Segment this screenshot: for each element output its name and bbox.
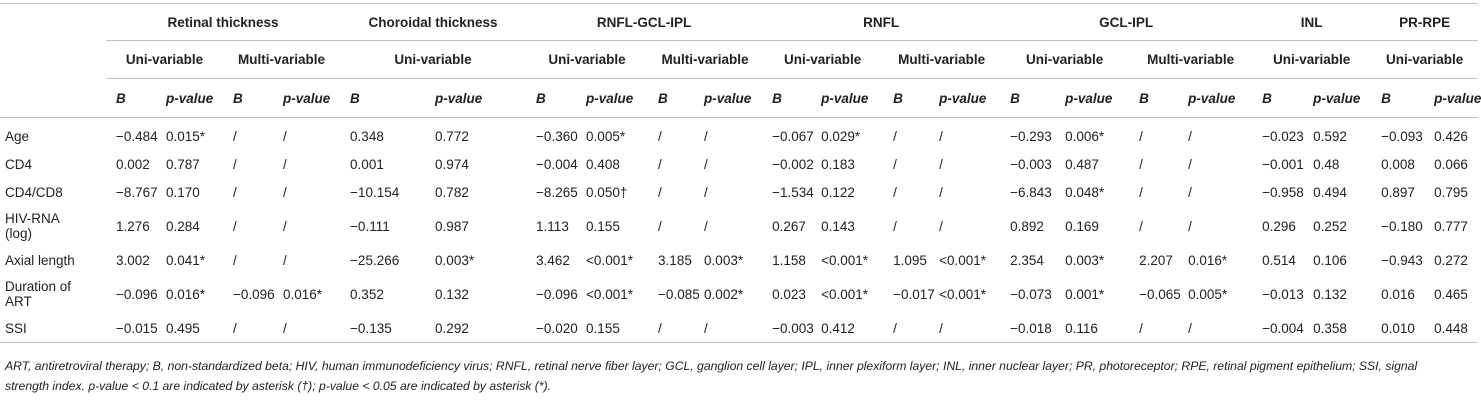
p-value-cell: / bbox=[283, 218, 287, 234]
subheader-uni: Uni-variable bbox=[762, 41, 883, 79]
p-value-cell: 0.050† bbox=[586, 184, 628, 200]
beta-cell: 1.276 bbox=[116, 218, 150, 234]
p-value-cell: 0.777 bbox=[1434, 218, 1468, 234]
row-label bbox=[0, 314, 106, 343]
beta-cell: / bbox=[658, 156, 662, 172]
group-header-choroidal: Choroidal thickness bbox=[340, 4, 526, 41]
p-value-cell: 0.272 bbox=[1434, 252, 1468, 268]
p-value-cell: 0.252 bbox=[1313, 218, 1347, 234]
p-value-cell: / bbox=[939, 156, 943, 172]
col-header-p: p-value bbox=[273, 79, 340, 118]
beta-cell: 0.267 bbox=[772, 218, 806, 234]
col-header-p: p-value bbox=[1178, 79, 1252, 118]
beta-cell: / bbox=[658, 184, 662, 200]
p-value-cell: 0.143 bbox=[821, 218, 855, 234]
beta-cell: / bbox=[1139, 156, 1143, 172]
p-value-cell: / bbox=[704, 156, 708, 172]
col-header-p: p-value bbox=[929, 79, 1000, 118]
beta-cell: −0.013 bbox=[1262, 286, 1304, 302]
beta-cell: −0.020 bbox=[526, 314, 576, 343]
p-value-cell: 0.495 bbox=[156, 314, 223, 343]
row-label-text-line2: ART bbox=[5, 294, 32, 309]
beta-cell: 0.008 bbox=[1381, 156, 1415, 172]
subheader-uni: Uni-variable bbox=[340, 41, 526, 79]
row-label-text: Duration of bbox=[5, 279, 72, 294]
p-value-cell: 0.006* bbox=[1065, 128, 1105, 144]
p-value-cell: 0.005* bbox=[1188, 286, 1228, 302]
beta-cell: −8.265 bbox=[536, 184, 578, 200]
p-value-cell: <0.001* bbox=[586, 286, 633, 302]
corner-cell bbox=[0, 79, 106, 118]
beta-cell: / bbox=[1129, 314, 1178, 343]
p-value-cell: 0.408 bbox=[586, 156, 620, 172]
col-header-b: B bbox=[526, 79, 576, 118]
beta-cell: −0.093 bbox=[1381, 128, 1423, 144]
p-value-cell: 0.292 bbox=[425, 314, 526, 343]
col-header-b: B bbox=[762, 79, 811, 118]
row-label bbox=[0, 150, 106, 178]
beta-cell: / bbox=[233, 218, 237, 234]
beta-cell: 0.002 bbox=[116, 156, 150, 172]
corner-cell bbox=[0, 4, 106, 41]
row-label-text: Age bbox=[5, 128, 30, 144]
p-value-cell: / bbox=[1188, 128, 1192, 144]
table-row bbox=[0, 246, 1478, 274]
beta-cell: −0.001 bbox=[1262, 156, 1304, 172]
beta-cell: / bbox=[1139, 184, 1143, 200]
p-value-cell: / bbox=[929, 314, 1000, 343]
col-header-b: B bbox=[883, 79, 929, 118]
row-label bbox=[0, 206, 106, 246]
p-value-cell: 0.183 bbox=[821, 156, 855, 172]
group-header-inl: INL bbox=[1252, 4, 1371, 41]
beta-cell: 3.002 bbox=[116, 252, 150, 268]
col-header-b: B bbox=[106, 79, 156, 118]
p-value-cell: 0.426 bbox=[1434, 128, 1468, 144]
beta-cell: 2.354 bbox=[1010, 252, 1044, 268]
p-value-cell: 0.155 bbox=[576, 314, 648, 343]
subheader-row bbox=[0, 41, 1478, 79]
subheader-uni: Uni-variable bbox=[1252, 41, 1371, 79]
p-value-cell: / bbox=[1188, 184, 1192, 200]
col-header-p: p-value bbox=[1303, 79, 1371, 118]
p-value-cell: <0.001* bbox=[821, 252, 869, 268]
beta-cell: 0.892 bbox=[1010, 218, 1044, 234]
p-value-cell: / bbox=[283, 156, 287, 172]
p-value-cell: 0.048* bbox=[1065, 184, 1105, 200]
p-value-cell: / bbox=[273, 314, 340, 343]
p-value-cell: 0.412 bbox=[811, 314, 883, 343]
p-value-cell: 0.003* bbox=[435, 252, 475, 268]
p-value-cell: / bbox=[694, 314, 762, 343]
beta-cell: −0.018 bbox=[1000, 314, 1055, 343]
p-value-cell: / bbox=[939, 218, 943, 234]
p-value-cell: 0.106 bbox=[1313, 252, 1347, 268]
beta-cell: −0.096 bbox=[116, 286, 158, 302]
beta-cell: 0.001 bbox=[350, 156, 384, 172]
col-header-b: B bbox=[648, 79, 694, 118]
beta-cell: / bbox=[233, 252, 237, 268]
beta-cell: −0.004 bbox=[536, 156, 578, 172]
beta-cell: 1.158 bbox=[772, 252, 806, 268]
p-value-cell: 0.003* bbox=[1065, 252, 1105, 268]
beta-cell: / bbox=[223, 314, 273, 343]
row-label bbox=[0, 246, 106, 274]
beta-cell: 0.348 bbox=[350, 128, 384, 144]
beta-cell: 1.113 bbox=[536, 218, 569, 234]
beta-cell: 0.023 bbox=[772, 286, 806, 302]
table-footnote: ART, antiretroviral therapy; B, non-standardized beta; HIV, human immunodeficiency virus; RNFL, retinal nerve fiber layer; GCL, ganglion cell layer; IPL, inner plexiform layer; INL, inner nuclear layer; PR, photoreceptor; RPE, retinal pigment epithelium; SSI, signal strength index. p-value < 0.1 are indicated by asterisk (†); p-value < 0.05 are indicated by asterisk (*). bbox=[5, 359, 1418, 393]
corner-cell bbox=[0, 41, 106, 79]
beta-cell: −10.154 bbox=[350, 184, 400, 200]
p-value-cell: / bbox=[1188, 218, 1192, 234]
col-header-b: B bbox=[1252, 79, 1303, 118]
table-body bbox=[0, 118, 1478, 343]
col-header-b: B bbox=[1129, 79, 1178, 118]
p-value-cell: 0.015* bbox=[166, 128, 206, 144]
beta-cell: 3.462 bbox=[536, 252, 570, 268]
group-header-retinal: Retinal thickness bbox=[106, 4, 340, 41]
table-row bbox=[0, 274, 1478, 314]
beta-cell: −0.180 bbox=[1381, 218, 1423, 234]
p-value-cell: 0.772 bbox=[435, 128, 469, 144]
p-value-cell: / bbox=[1188, 156, 1192, 172]
beta-cell: −0.135 bbox=[340, 314, 425, 343]
beta-cell: / bbox=[658, 128, 662, 144]
beta-cell: −0.002 bbox=[772, 156, 814, 172]
subheader-uni: Uni-variable bbox=[526, 41, 648, 79]
beta-cell: −0.085 bbox=[658, 286, 700, 302]
row-label-text: CD4/CD8 bbox=[5, 184, 63, 200]
group-header-rnfl: RNFL bbox=[762, 4, 1000, 41]
beta-cell: −0.096 bbox=[536, 286, 578, 302]
p-value-cell: / bbox=[1178, 314, 1252, 343]
p-value-cell: 0.041* bbox=[166, 252, 206, 268]
beta-cell: / bbox=[1139, 218, 1143, 234]
p-value-cell: / bbox=[704, 184, 708, 200]
beta-cell: −0.065 bbox=[1139, 286, 1181, 302]
col-header-p: p-value bbox=[1424, 79, 1478, 118]
p-value-cell: 0.358 bbox=[1303, 314, 1371, 343]
p-value-cell: 0.795 bbox=[1434, 184, 1468, 200]
p-value-cell: 0.155 bbox=[586, 218, 620, 234]
col-header-p: p-value bbox=[694, 79, 762, 118]
row-label bbox=[0, 178, 106, 206]
beta-cell: −0.023 bbox=[1262, 128, 1304, 144]
table-row bbox=[0, 150, 1478, 178]
p-value-cell: 0.116 bbox=[1055, 314, 1129, 343]
p-value-cell: 0.169 bbox=[1065, 218, 1099, 234]
p-value-cell: 0.029* bbox=[821, 128, 861, 144]
col-header-b: B bbox=[340, 79, 425, 118]
p-value-cell: 0.465 bbox=[1434, 286, 1468, 302]
beta-cell: / bbox=[893, 184, 897, 200]
p-value-cell: / bbox=[939, 128, 943, 144]
p-value-cell: 0.494 bbox=[1313, 184, 1347, 200]
p-value-cell: / bbox=[704, 128, 708, 144]
beta-cell: / bbox=[893, 218, 897, 234]
p-value-cell: <0.001* bbox=[821, 286, 869, 302]
subheader-multi: Multi-variable bbox=[1129, 41, 1252, 79]
p-value-cell: 0.487 bbox=[1065, 156, 1099, 172]
beta-cell: −0.096 bbox=[233, 286, 275, 302]
row-label-text-line2: (log) bbox=[5, 226, 33, 241]
group-header-rnfl-gcl-ipl: RNFL-GCL-IPL bbox=[526, 4, 762, 41]
row-label-text: SSI bbox=[5, 320, 27, 336]
beta-cell: / bbox=[658, 218, 662, 234]
beta-cell: 2.207 bbox=[1139, 252, 1173, 268]
beta-cell: 0.016 bbox=[1381, 286, 1415, 302]
col-header-b: B bbox=[223, 79, 273, 118]
p-value-cell: 0.974 bbox=[435, 156, 469, 172]
row-label-text: CD4 bbox=[5, 156, 33, 172]
beta-cell: 0.010 bbox=[1371, 314, 1424, 343]
table-row bbox=[0, 118, 1478, 151]
beta-cell: / bbox=[233, 156, 237, 172]
p-value-cell: 0.003* bbox=[704, 252, 744, 268]
p-value-cell: 0.016* bbox=[166, 286, 206, 302]
p-value-cell: / bbox=[283, 252, 287, 268]
beta-cell: −0.111 bbox=[350, 218, 390, 234]
table-row bbox=[0, 178, 1478, 206]
row-label bbox=[0, 118, 106, 151]
p-value-cell: / bbox=[939, 184, 943, 200]
p-value-cell: 0.132 bbox=[1313, 286, 1347, 302]
row-label bbox=[0, 274, 106, 314]
beta-cell: −0.067 bbox=[772, 128, 814, 144]
subheader-uni: Uni-variable bbox=[106, 41, 223, 79]
beta-cell: −0.958 bbox=[1262, 184, 1304, 200]
group-header-pr-rpe: PR-RPE bbox=[1371, 4, 1478, 41]
beta-cell: −0.003 bbox=[1010, 156, 1052, 172]
p-value-cell: <0.001* bbox=[586, 252, 633, 268]
col-header-b: B bbox=[1371, 79, 1424, 118]
beta-cell: / bbox=[893, 128, 897, 144]
p-value-cell: 0.002* bbox=[704, 286, 744, 302]
beta-cell: 0.897 bbox=[1381, 184, 1415, 200]
beta-cell: / bbox=[233, 128, 237, 144]
subheader-multi: Multi-variable bbox=[648, 41, 762, 79]
p-value-cell: / bbox=[704, 218, 708, 234]
table-row bbox=[0, 206, 1478, 246]
row-label-text: Axial length bbox=[5, 252, 75, 268]
group-header-gcl-ipl: GCL-IPL bbox=[1000, 4, 1252, 41]
p-value-cell: 0.132 bbox=[435, 286, 469, 302]
beta-cell: −1.534 bbox=[772, 184, 814, 200]
p-value-cell: / bbox=[283, 128, 287, 144]
beta-cell: −0.293 bbox=[1010, 128, 1052, 144]
p-value-cell: 0.122 bbox=[821, 184, 855, 200]
beta-cell: / bbox=[1139, 128, 1143, 144]
p-value-cell: <0.001* bbox=[939, 286, 987, 302]
p-value-cell: 0.787 bbox=[166, 156, 200, 172]
beta-cell: 0.296 bbox=[1262, 218, 1296, 234]
p-value-cell: 0.066 bbox=[1434, 156, 1468, 172]
beta-cell: −8.767 bbox=[116, 184, 158, 200]
beta-cell: −0.015 bbox=[106, 314, 156, 343]
beta-cell: 1.095 bbox=[893, 252, 927, 268]
row-label-text: HIV-RNA bbox=[5, 211, 60, 226]
p-value-cell: 0.284 bbox=[166, 218, 200, 234]
beta-cell: −0.360 bbox=[536, 128, 578, 144]
beta-cell: / bbox=[883, 314, 929, 343]
col-header-p: p-value bbox=[1055, 79, 1129, 118]
beta-cell: / bbox=[648, 314, 694, 343]
p-value-cell: 0.001* bbox=[1065, 286, 1105, 302]
p-value-cell: 0.48 bbox=[1313, 156, 1340, 172]
beta-cell: −25.266 bbox=[350, 252, 400, 268]
table-row bbox=[0, 314, 1478, 343]
subheader-uni: Uni-variable bbox=[1000, 41, 1129, 79]
p-value-cell: / bbox=[283, 184, 287, 200]
p-value-cell: 0.005* bbox=[586, 128, 626, 144]
col-header-p: p-value bbox=[425, 79, 526, 118]
beta-cell: −6.843 bbox=[1010, 184, 1052, 200]
subheader-multi: Multi-variable bbox=[223, 41, 340, 79]
p-value-cell: 0.016* bbox=[283, 286, 323, 302]
beta-cell: −0.017 bbox=[893, 286, 935, 302]
group-header-row bbox=[0, 4, 1478, 41]
beta-cell: / bbox=[233, 184, 237, 200]
beta-cell: −0.004 bbox=[1252, 314, 1303, 343]
col-header-p: p-value bbox=[811, 79, 883, 118]
col-header-b: B bbox=[1000, 79, 1055, 118]
col-header-p: p-value bbox=[576, 79, 648, 118]
beta-cell: 3.185 bbox=[658, 252, 692, 268]
beta-cell: −0.003 bbox=[762, 314, 811, 343]
p-value-cell: <0.001* bbox=[939, 252, 987, 268]
regression-table bbox=[0, 3, 1481, 343]
beta-cell: 0.514 bbox=[1262, 252, 1296, 268]
p-value-cell: 0.170 bbox=[166, 184, 200, 200]
p-value-cell: 0.987 bbox=[435, 218, 469, 234]
p-value-cell: 0.782 bbox=[435, 184, 469, 200]
col-header-p: p-value bbox=[156, 79, 223, 118]
beta-cell: −0.073 bbox=[1010, 286, 1052, 302]
p-value-cell: 0.592 bbox=[1313, 128, 1347, 144]
p-value-cell: 0.448 bbox=[1424, 314, 1478, 343]
beta-cell: / bbox=[893, 156, 897, 172]
beta-cell: 0.352 bbox=[350, 286, 384, 302]
subheader-uni: Uni-variable bbox=[1371, 41, 1478, 79]
subheader-multi: Multi-variable bbox=[883, 41, 1000, 79]
beta-cell: −0.943 bbox=[1381, 252, 1423, 268]
column-header-row bbox=[0, 79, 1478, 118]
p-value-cell: 0.016* bbox=[1188, 252, 1228, 268]
beta-cell: −0.484 bbox=[116, 128, 158, 144]
